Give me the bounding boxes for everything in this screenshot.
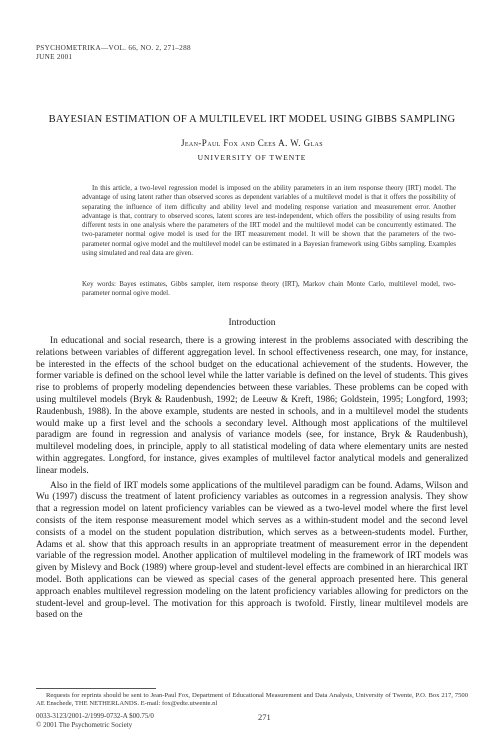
journal-date-line: JUNE 2001: [36, 53, 73, 61]
section-heading: Introduction: [228, 318, 276, 328]
abstract: In this article, a two-level regression model is imposed on the ability parameters in an item response theory (IRT) model. The advantage of using latent rather than observed scores as dependent variables of a multilevel model is that it offers the possibility of separating the influence of item difficulty and ability level and modeling response variation and measurement error. Another advantage is that, contrary to observed scores, latent scores are test-independent, which offers the possibility of using results from different tests in one analysis where the parameters of the IRT model and the multilevel model can be concurrently estimated. The two-parameter normal ogive model is used for the IRT measurement model. It will be shown that the parameters of the two-parameter normal ogive model and the multilevel model can be estimated in a Bayesian framework using Gibbs sampling. Examples using simulated and real data are given.: [82, 184, 456, 258]
keywords: Key words: Bayes estimates, Gibbs sampler, item response theory (IRT), Markov chain Monte Carlo, multilevel model, two-parameter normal ogive model.: [82, 280, 456, 298]
issn-line: 0033-3123/2001-2/1999-0732-A $00.75/0: [36, 712, 154, 720]
author-names: Jean-Paul Fox and Cees A. W. Glas: [180, 138, 324, 148]
paper-title: BAYESIAN ESTIMATION OF A MULTILEVEL IRT MODEL USING GIBBS SAMPLING: [48, 114, 456, 125]
journal-header: [36, 44, 191, 62]
author-affiliation: UNIVERSITY OF TWENTE: [197, 153, 307, 162]
journal-volume-line: PSYCHOMETRIKA—VOL. 66, NO. 2, 271–288: [36, 44, 191, 52]
paragraph: In educational and social research, there is a growing interest in the problems associated with describing the relations between variables of different aggregation level. In school effectiveness research, one may, for instance, be interested in the effects of the school budget on the educational achievement of the students. However, the former variable is defined on the school level while the latter variable is defined on the level of students. This gives rise to problems of properly modeling dependencies between these variables. These problems can be coped with using multilevel models (Bryk & Raudenbush, 1992; de Leeuw & Kreft, 1986; Goldstein, 1995; Longford, 1993; Raudenbush, 1988). In the above example, students are nested in schools, and in a multilevel model the students would make up a first level and the schools a secondary level. Although most applications of the multilevel paradigm are found in regression and analysis of variance models (see, for instance, Bryk & Raudenbush), multilevel modeling does, in principle, apply to all statistical modeling of data where elementary units are nested within aggregates. Longford, for instance, gives examples of multilevel factor analytical models and generalized linear models.: [36, 336, 468, 476]
body-text: [36, 336, 468, 622]
paragraph: Also in the field of IRT models some applications of the multilevel paradigm can be found. Adams, Wilson and Wu (1997) discuss the treatment of latent proficiency variables as outcomes in a regression analysis. They show that a regression model on latent proficiency variables can be viewed as a two-level model where the first level consists of the item response measurement model which serves as a within-student model and the second level consists of a model on the student population distribution, which serves as a between-students model. Further, Adams et al. show that this approach results in an appropriate treatment of measurement error in the dependent variable of the regression model. Another application of multilevel modeling in the framework of IRT models was given by Mislevy and Bock (1989) where group-level and student-level effects are combined in an hierarchical IRT model. Both applications can be viewed as special cases of the general approach presented here. This general approach enables multilevel regression modeling on the latent proficiency variables allowing for predictors on the student-level and group-level. The motivation for this approach is twofold. Firstly, linear multilevel models are based on the: [36, 480, 468, 621]
footnote-rule: [36, 688, 156, 689]
footnote: Requests for reprints should be sent to Jean-Paul Fox, Department of Educational Measurement and Data Analysis, University of Twente, P.O. Box 217, 7500 AE Enschede, THE NETHERLANDS. E-mail: fox@edte.utwente.nl: [36, 692, 468, 708]
page-number: 271: [258, 712, 271, 722]
copyright-line: © 2001 The Psychometric Society: [36, 721, 133, 729]
